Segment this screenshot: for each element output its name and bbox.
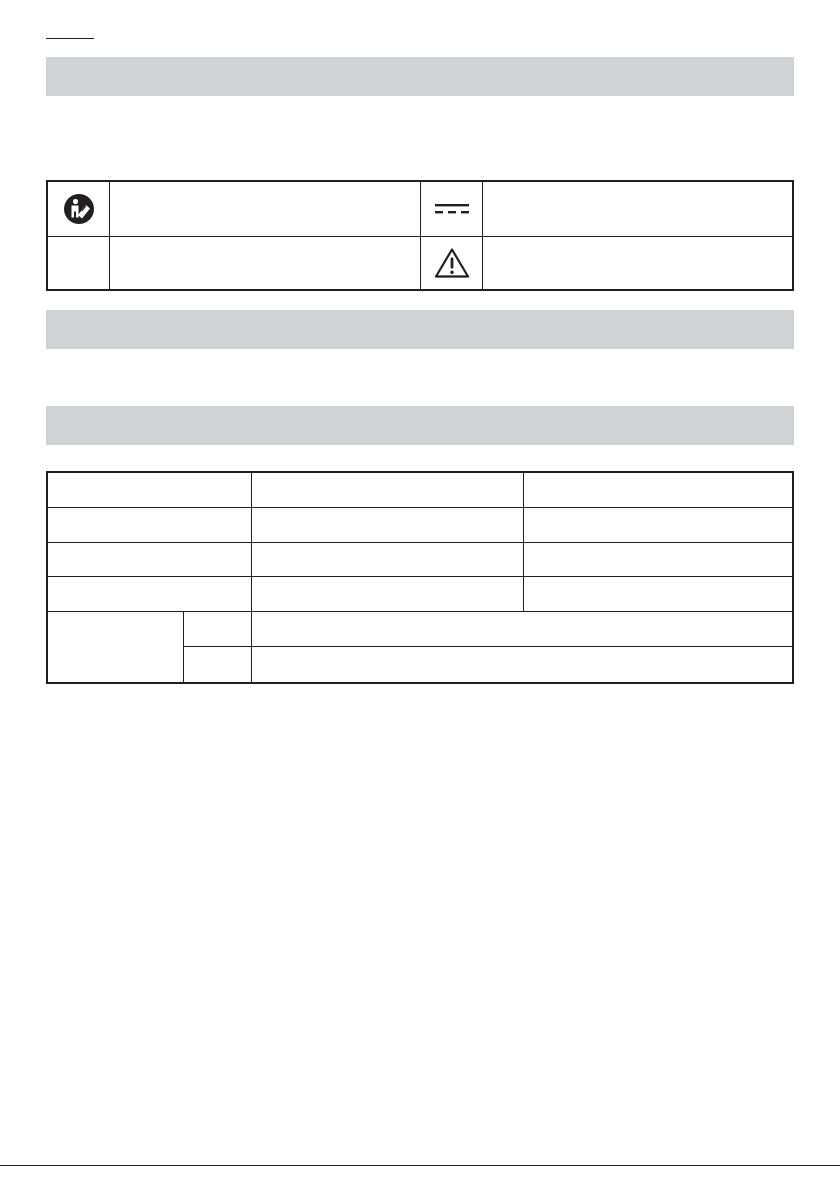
symbol-cell-direct-current: [421, 182, 483, 237]
header-rule: [46, 38, 94, 39]
section-header-1: [46, 57, 794, 96]
spec-value: [252, 508, 524, 543]
spec-value: [252, 473, 524, 508]
symbols-table: [46, 180, 794, 291]
spec-value: [524, 473, 792, 508]
spec-wide-value: [252, 647, 792, 682]
spec-label: [48, 577, 252, 612]
symbol-cell-warning: [421, 237, 483, 289]
spec-label: [48, 508, 252, 543]
symbol-cell-read-manual: [48, 182, 110, 237]
spec-value: [252, 543, 524, 578]
section-header-3: [46, 406, 794, 445]
spec-label: [48, 473, 252, 508]
spec-value: [524, 577, 792, 612]
read-manual-icon: [63, 193, 95, 225]
section-header-2: [46, 310, 794, 349]
spec-sub-label: [184, 612, 252, 647]
symbol-desc-empty: [110, 237, 421, 289]
spec-sub-label: [184, 647, 252, 682]
spec-wide-value: [252, 612, 792, 647]
symbol-desc-direct-current: [483, 182, 792, 237]
specifications-table: [46, 471, 794, 684]
spec-value: [524, 543, 792, 578]
symbol-desc-warning: [483, 237, 792, 289]
spec-group-label: [48, 612, 184, 682]
footer-rule: [0, 1165, 840, 1166]
warning-triangle-icon: [434, 247, 470, 279]
spec-value: [524, 508, 792, 543]
spec-value: [252, 577, 524, 612]
symbol-desc-read-manual: [110, 182, 421, 237]
symbol-cell-empty: [48, 237, 110, 289]
spec-label: [48, 543, 252, 578]
direct-current-icon: [433, 201, 471, 217]
